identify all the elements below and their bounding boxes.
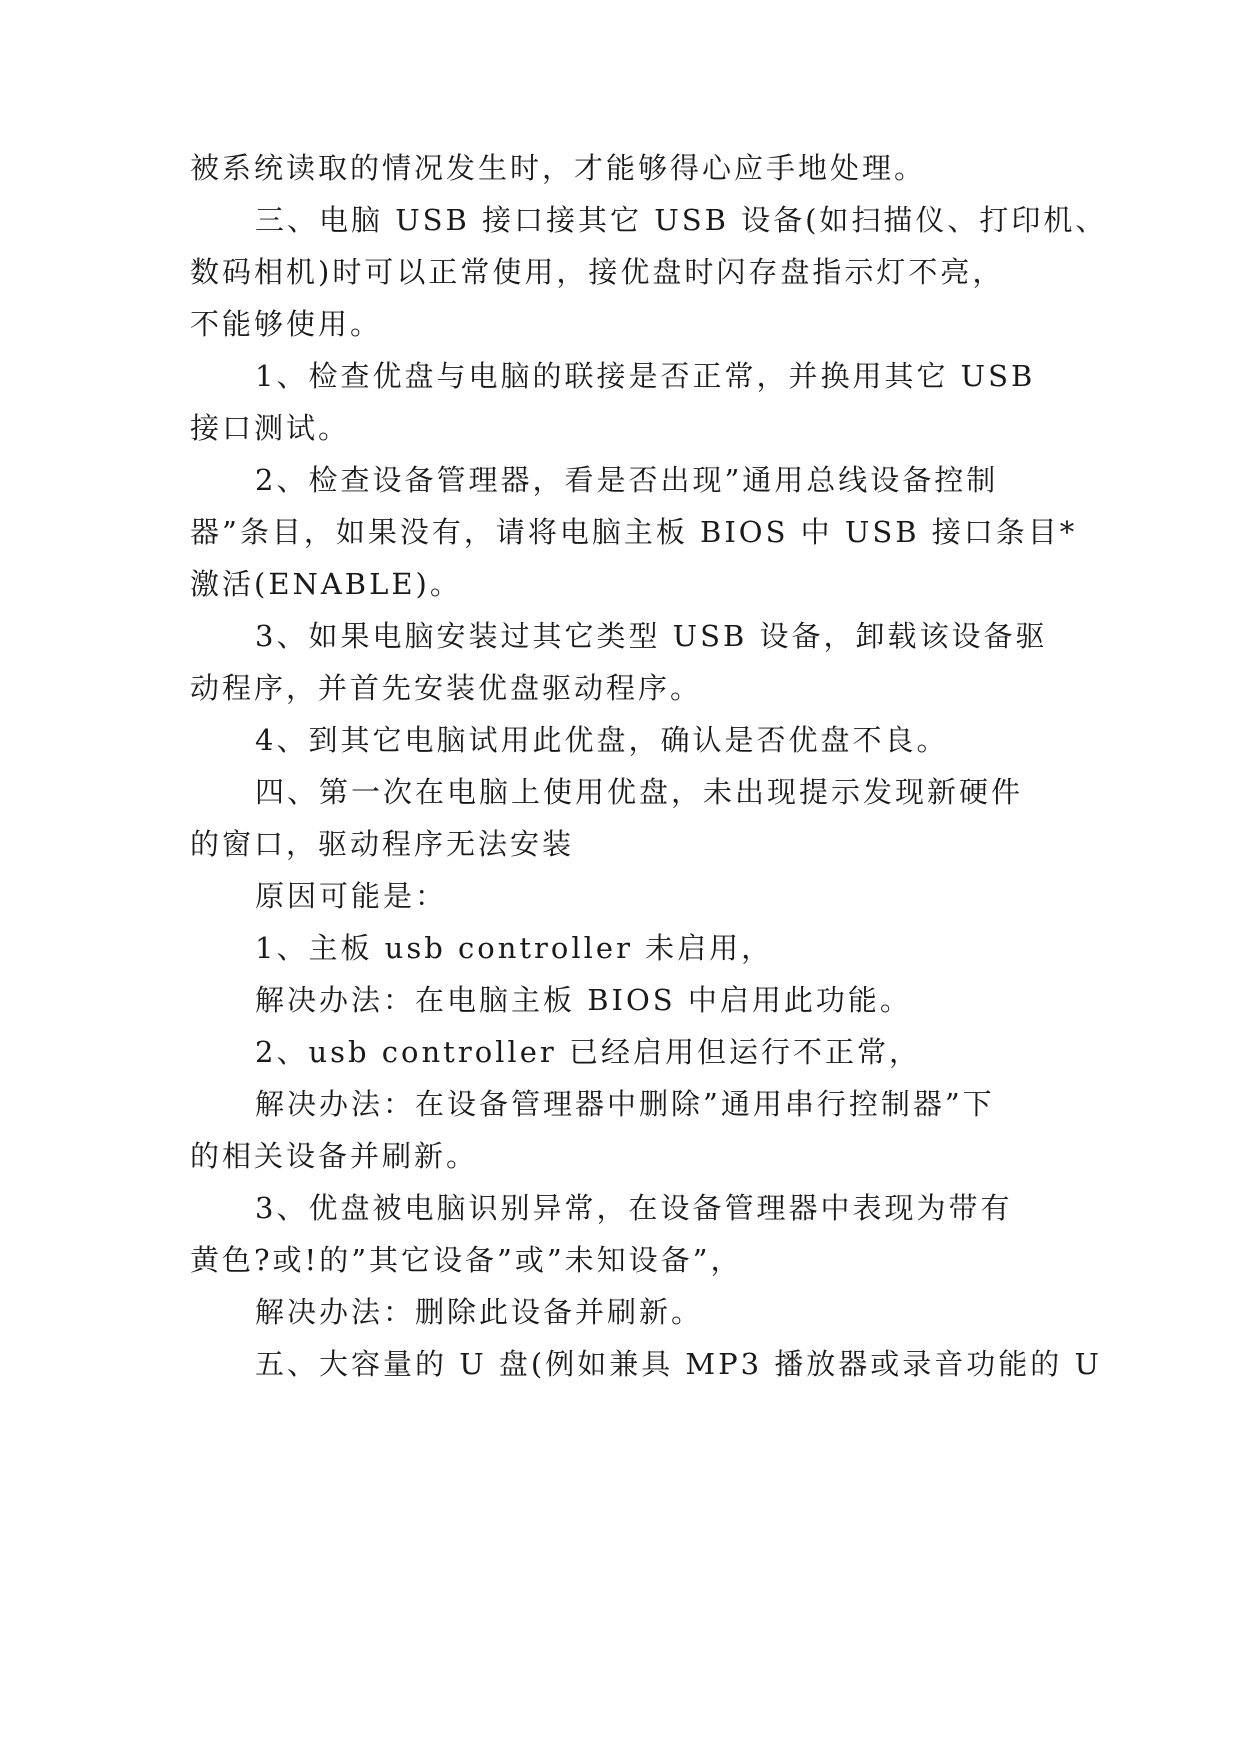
text-line: 原因可能是：: [255, 879, 448, 913]
section-heading-4: 四、第一次在电脑上使用优盘，未出现提示发现新硬件: [255, 775, 1024, 809]
solution-line: 解决办法：在设备管理器中删除”通用串行控制器”下: [255, 1087, 995, 1121]
text-line: 接口测试。: [190, 411, 351, 445]
list-item: 3、优盘被电脑识别异常，在设备管理器中表现为带有: [255, 1191, 1013, 1225]
list-item: 2、usb controller 已经启用但运行不正常，: [255, 1035, 921, 1069]
text-line: 数码相机)时可以正常使用，接优盘时闪存盘指示灯不亮，: [190, 255, 1005, 289]
text-line: 不能够使用。: [190, 307, 383, 341]
list-item: 4、到其它电脑试用此优盘，确认是否优盘不良。: [255, 723, 949, 757]
text-line: 的相关设备并刷新。: [190, 1139, 479, 1173]
text-line: 的窗口，驱动程序无法安装: [190, 827, 575, 861]
list-item: 3、如果电脑安装过其它类型 USB 设备，卸载该设备驱: [255, 619, 1048, 653]
text-line: 器”条目，如果没有，请将电脑主板 BIOS 中 USB 接口条目*: [190, 515, 1078, 549]
section-heading-5: 五、大容量的 U 盘(例如兼具 MP3 播放器或录音功能的 U: [255, 1347, 1102, 1381]
section-heading-3: 三、电脑 USB 接口接其它 USB 设备(如扫描仪、打印机、: [255, 203, 1108, 237]
text-line: 动程序，并首先安装优盘驱动程序。: [190, 671, 703, 705]
solution-line: 解决办法：删除此设备并刷新。: [255, 1295, 704, 1329]
list-item: 2、检查设备管理器，看是否出现”通用总线设备控制: [255, 463, 999, 497]
solution-line: 解决办法：在电脑主板 BIOS 中启用此功能。: [255, 983, 912, 1017]
text-line: 黄色?或!的”其它设备”或”未知设备”，: [190, 1243, 743, 1277]
text-line: 激活(ENABLE)。: [190, 567, 462, 601]
list-item: 1、检查优盘与电脑的联接是否正常，并换用其它 USB: [255, 359, 1036, 393]
text-line: 被系统读取的情况发生时，才能够得心应手地处理。: [190, 151, 927, 185]
list-item: 1、主板 usb controller 未启用，: [255, 931, 774, 965]
